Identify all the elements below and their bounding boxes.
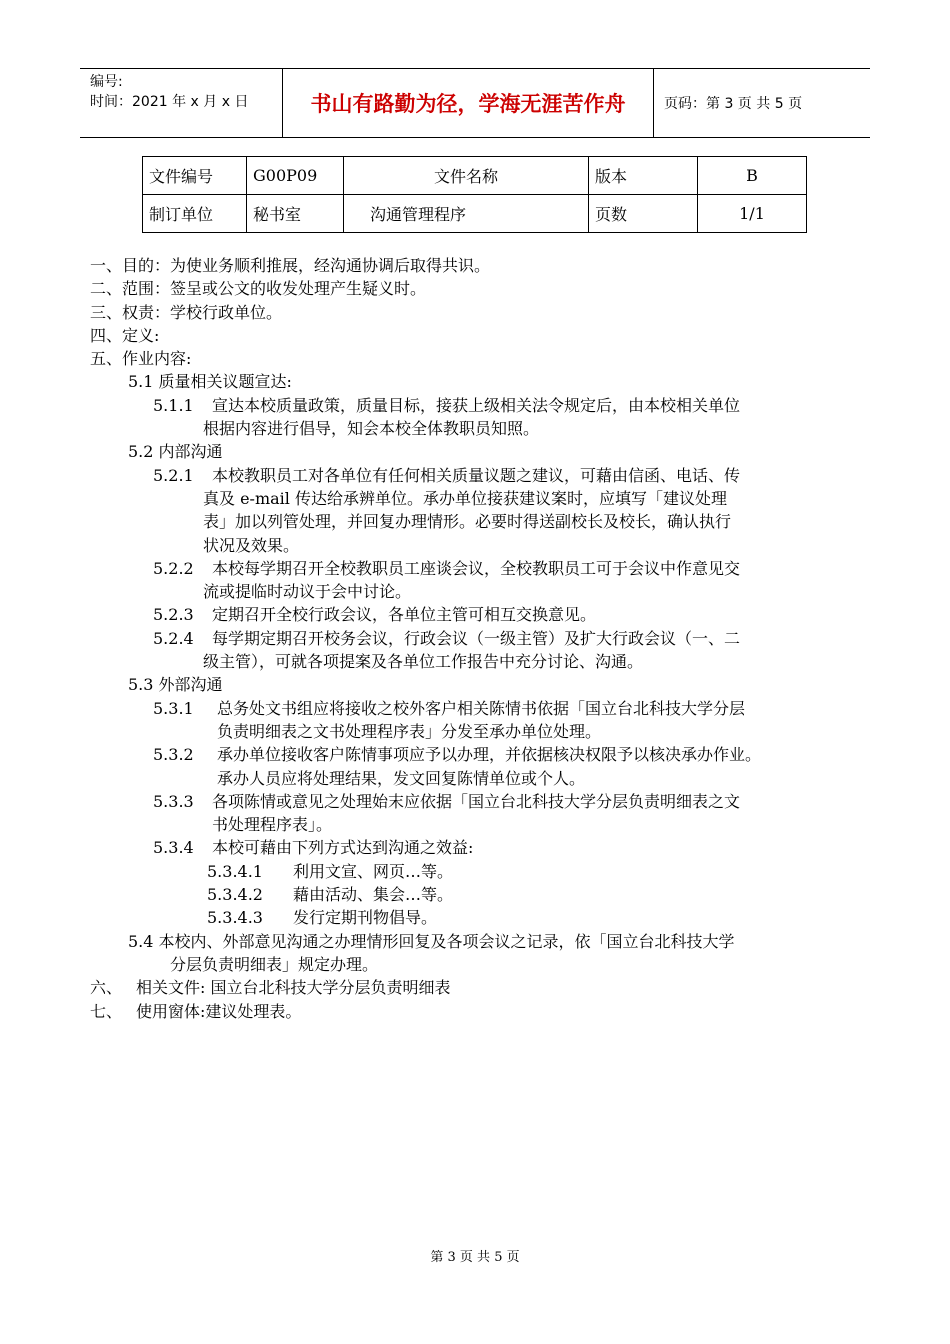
doc-number-label: 编号: <box>90 74 123 90</box>
clause-text: 表」加以列管处理，并回复办理情形。必要时得送副校长及校长，确认执行 <box>203 512 732 532</box>
clause-line <box>90 767 880 790</box>
clause-text: 藉由活动、集会…等。 <box>293 885 454 905</box>
clause-line <box>90 394 880 417</box>
clause-text: 流或提临时动议于会中讨论。 <box>203 582 412 602</box>
clause-text: 每学期定期召开校务会议，行政会议（一级主管）及扩大行政会议（一、二 <box>212 628 741 648</box>
clause-number: 5.2.3 <box>153 605 194 625</box>
clause-text: 状况及效果。 <box>203 535 300 555</box>
table-cell: 秘书室 <box>247 195 344 233</box>
clause-number: 5.3.3 <box>153 791 194 811</box>
page-footer: 第 3 页 共 5 页 <box>430 1250 520 1265</box>
table-cell: G00P09 <box>247 157 344 195</box>
document-info-table <box>142 156 807 233</box>
table-cell: 沟通管理程序 <box>344 195 589 233</box>
clause-line <box>90 627 880 650</box>
clause-line <box>90 883 880 906</box>
clause-line <box>90 417 880 440</box>
subsection-heading: 5.2 内部沟通 <box>128 442 223 462</box>
clause-line <box>90 720 880 743</box>
clause-number: 5.3.1 <box>153 698 194 718</box>
section-purpose: 一、目的：为使业务顺利推展，经沟通协调后取得共识。 <box>90 256 491 275</box>
clause-line <box>90 534 880 557</box>
table-cell: B <box>698 157 807 195</box>
clause-number: 5.3.4 <box>153 838 194 858</box>
table-cell: 文件名称 <box>344 157 589 195</box>
subsection-heading: 5.4 本校内、外部意见沟通之办理情形回复及各项会议之记录，依「国立台北科技大学 <box>128 931 735 951</box>
section-operations: 五、作业内容: <box>90 349 192 369</box>
table-row <box>143 157 807 195</box>
clause-text: 各项陈情或意见之处理始末应依据「国立台北科技大学分层负责明细表之文 <box>212 791 741 811</box>
section-text: 相关文件: 国立台北科技大学分层负责明细表 <box>136 978 451 998</box>
section-text: 使用窗体:建议处理表。 <box>136 1001 302 1021</box>
clause-text: 承办人员应将处理结果，发文回复陈情单位或个人。 <box>217 768 586 788</box>
page-header <box>80 68 870 138</box>
clause-line <box>90 510 880 533</box>
clause-text: 承办单位接收客户陈情事项应予以办理，并依据核决权限予以核决承办作业。 <box>217 745 762 765</box>
section-responsibility: 三、权责：学校行政单位。 <box>90 302 283 322</box>
subsection-heading: 分层负责明细表」规定办理。 <box>170 954 379 974</box>
clause-line <box>90 464 880 487</box>
clause-line <box>90 836 880 859</box>
clause-line <box>90 813 880 836</box>
clause-text: 发行定期刊物倡导。 <box>293 908 438 928</box>
clause-text: 级主管），可就各项提案及各单位工作报告中充分讨论、沟通。 <box>203 652 644 672</box>
clause-number: 5.2.2 <box>153 558 194 578</box>
clause-text: 根据内容进行倡导，知会本校全体教职员知照。 <box>203 419 540 439</box>
clause-number: 5.2.1 <box>153 465 194 485</box>
clause-text: 总务处文书组应将接收之校外客户相关陈情书依据「国立台北科技大学分层 <box>217 698 746 718</box>
clause-number: 5.3.2 <box>153 745 194 765</box>
clause-text: 本校教职员工对各单位有任何相关质量议题之建议，可藉由信函、电话、传 <box>212 465 741 485</box>
clause-line <box>90 557 880 580</box>
header-motto: 书山有路勤为径，学海无涯苦作舟 <box>283 69 654 137</box>
clause-text: 定期召开全校行政会议，各单位主管可相互交换意见。 <box>212 605 597 625</box>
subsection-heading: 5.1 质量相关议题宣达: <box>128 372 292 392</box>
clause-line <box>90 603 880 626</box>
table-row <box>143 195 807 233</box>
clause-text: 利用文宣、网页…等。 <box>293 861 454 881</box>
clause-text: 书处理程序表」。 <box>212 815 333 835</box>
clause-line <box>90 790 880 813</box>
table-cell: 版本 <box>589 157 698 195</box>
section-related-docs <box>90 976 880 999</box>
clause-line <box>90 697 880 720</box>
clause-line <box>90 743 880 766</box>
document-body <box>90 254 880 1023</box>
clause-number: 5.2.4 <box>153 628 194 648</box>
header-meta <box>80 69 283 137</box>
section-scope: 二、范围：签呈或公文的收发处理产生疑义时。 <box>90 279 427 299</box>
clause-number: 5.3.4.1 <box>207 861 263 881</box>
clause-text: 负责明细表之文书处理程序表」分发至承办单位处理。 <box>217 721 602 741</box>
clause-line <box>90 906 880 929</box>
table-cell: 文件编号 <box>143 157 247 195</box>
doc-date: 时间：2021 年 x 月 x 日 <box>90 94 249 110</box>
clause-number: 5.1.1 <box>153 395 194 415</box>
clause-line <box>90 860 880 883</box>
section-number: 六、 <box>90 978 123 998</box>
clause-line <box>90 580 880 603</box>
clause-line <box>90 650 880 673</box>
clause-line <box>90 487 880 510</box>
clause-text: 本校每学期召开全校教职员工座谈会议，全校教职员工可于会议中作意见交 <box>212 558 741 578</box>
section-forms <box>90 1000 880 1023</box>
section-definition: 四、定义: <box>90 325 160 345</box>
clause-number: 5.3.4.3 <box>207 908 263 928</box>
clause-number: 5.3.4.2 <box>207 885 263 905</box>
table-cell: 1/1 <box>698 195 807 233</box>
clause-text: 宣达本校质量政策，质量目标，接获上级相关法令规定后，由本校相关单位 <box>212 395 741 415</box>
section-number: 七、 <box>90 1001 123 1021</box>
clause-text: 本校可藉由下列方式达到沟通之效益: <box>212 838 474 858</box>
table-cell: 页数 <box>589 195 698 233</box>
header-page-number: 页码：第 3 页 共 5 页 <box>664 96 803 112</box>
subsection-heading: 5.3 外部沟通 <box>128 675 223 695</box>
clause-text: 真及 e-mail 传达给承辨单位。承办单位接获建议案时，应填写「建议处理 <box>203 488 727 508</box>
table-cell: 制订单位 <box>143 195 247 233</box>
